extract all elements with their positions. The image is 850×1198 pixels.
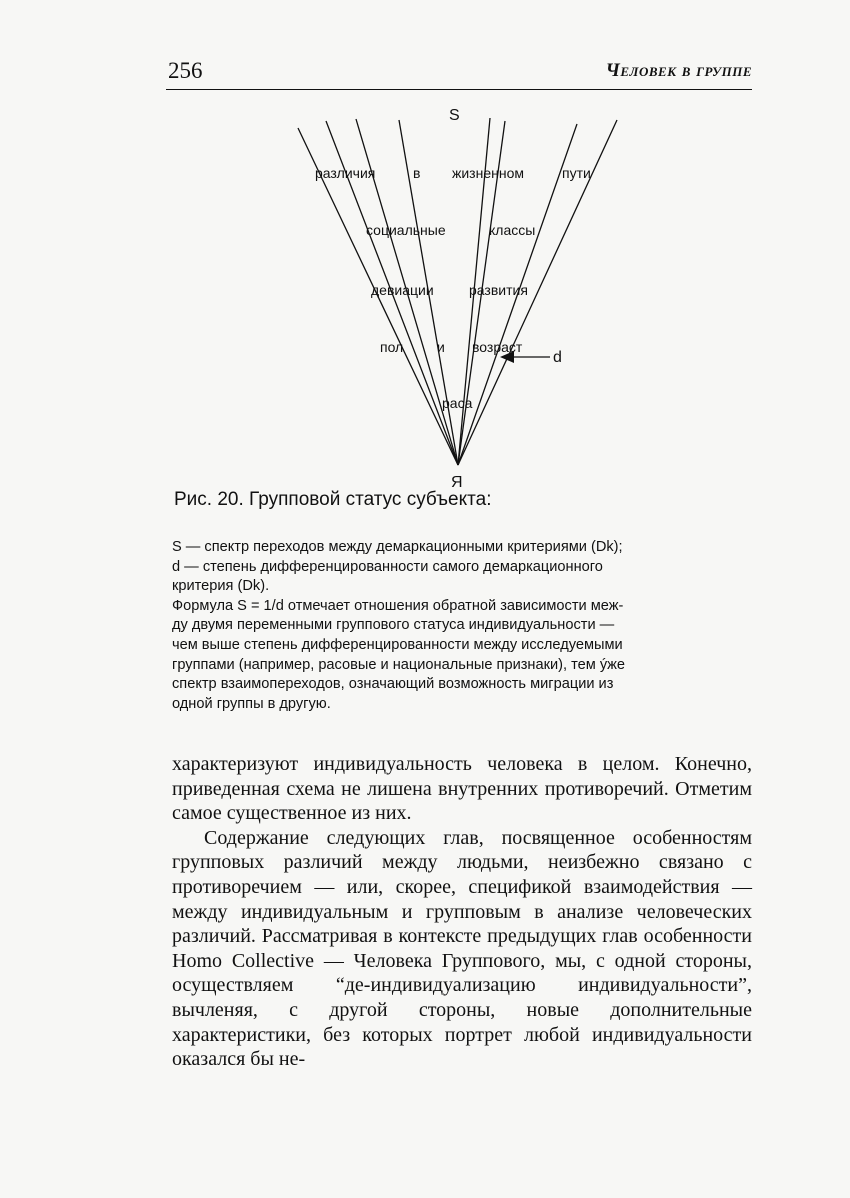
caption-line: Формула S = 1/d отмечает отношения обратной зависимости меж- — [172, 597, 624, 614]
d-label: d — [553, 349, 562, 366]
caption-line: d — степень дифференцированности самого демаркационного — [172, 558, 603, 575]
caption-line: ду двумя переменными группового статуса индивидуальности — — [172, 617, 615, 634]
row-label: пути — [562, 165, 591, 181]
caption-line: спектр взаимопереходов, означающий возможность миграции из — [172, 676, 614, 693]
top-label: S — [449, 107, 460, 124]
caption-line: группами (например, расовые и национальные признаки), тем ýже — [172, 656, 626, 673]
row-label: жизненном — [452, 165, 524, 181]
caption-line: одной группы в другую. — [172, 695, 331, 712]
row-label: и — [437, 339, 445, 355]
paragraph-1: характеризуют индивидуальность человека в целом. Конечно, приведенная схема не лишена внутренних противоречий. Отметим самое существенное из них. — [172, 753, 752, 825]
main-text — [172, 752, 752, 1072]
caption-line: критерия (Dk). — [172, 578, 270, 595]
row-label: развития — [469, 282, 528, 298]
caption-line: чем выше степень дифференцированности между исследуемыми — [172, 636, 623, 653]
figure-caption-title: Рис. 20. Групповой статус субъекта: — [174, 489, 492, 510]
figure-caption-body — [172, 538, 740, 714]
row-label: классы — [489, 222, 536, 238]
group-status-diagram — [0, 0, 850, 500]
row-label: возраст — [472, 339, 523, 355]
caption-line: S — спектр переходов между демаркационными критериями (Dk); — [172, 539, 623, 555]
row-label: пол — [380, 339, 404, 355]
row-label: различия — [315, 165, 376, 181]
running-title: Человек в группе — [605, 60, 752, 81]
bottom-label: Я — [451, 474, 463, 491]
page-number: 256 — [168, 58, 203, 83]
row-label: раса — [442, 395, 473, 411]
row-label: социальные — [366, 222, 446, 238]
paragraph-2: Содержание следующих глав, посвященное особенностям групповых различий между людьми, неизбежно связано с противоречием — или, скорее, спецификой взаимодействия — между индивидуальным и групповым в анализе человеческих различий. Рассматривая в контексте предыдущих глав особенности Homo Collective — Человека Группового, мы, с одной стороны, осуществляем “де-индивидуализацию индивидуальности”, вычленяя, с другой стороны, новые дополнительные характеристики, без которых портрет любой индивидуальности оказался бы не- — [172, 826, 752, 1071]
row-label: девиации — [371, 282, 434, 298]
row-label: в — [413, 165, 421, 181]
